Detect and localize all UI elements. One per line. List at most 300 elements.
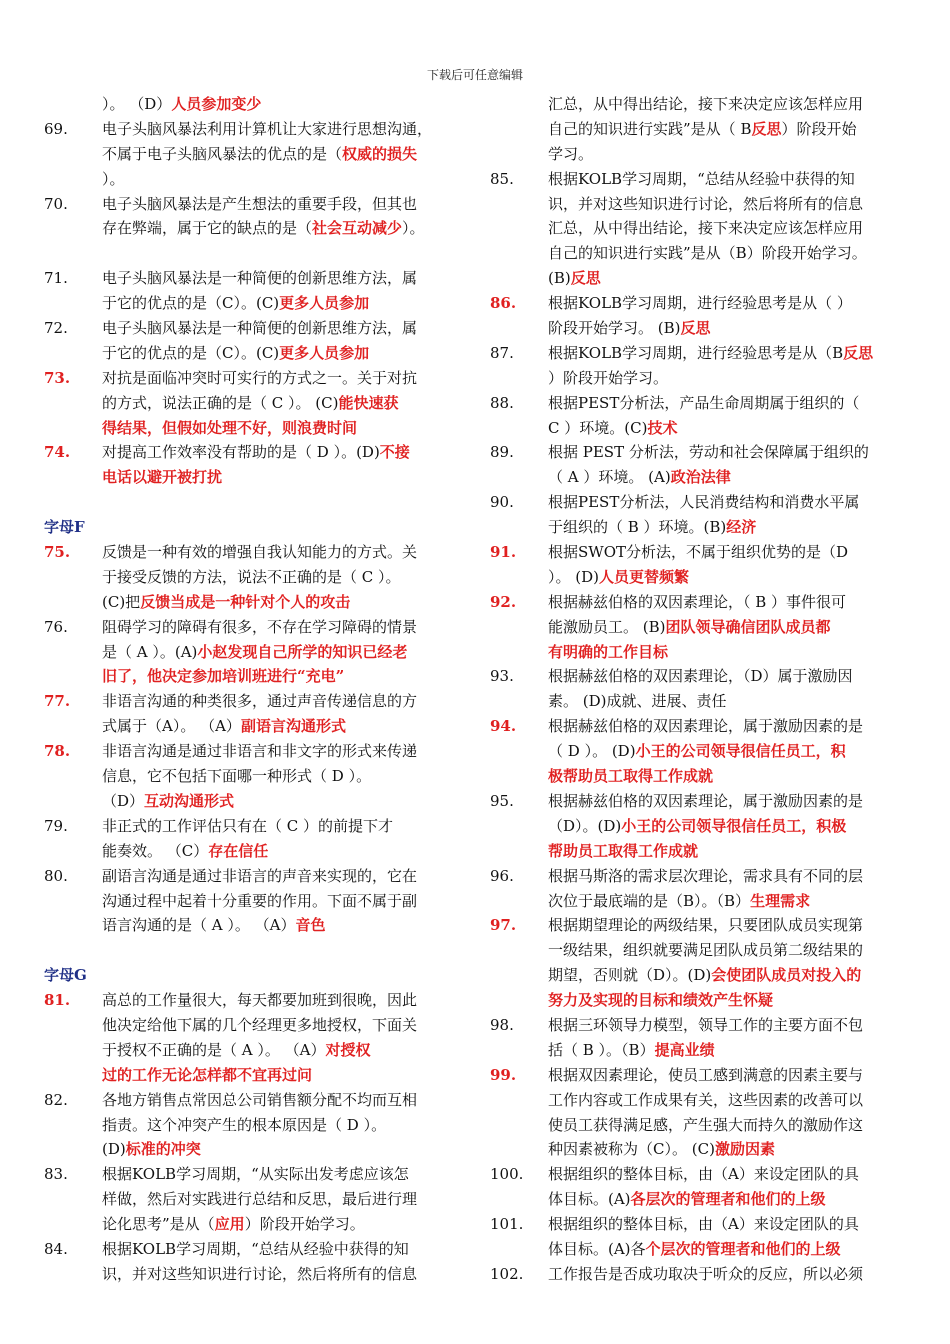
body-text: 根据SWOT分析法，不属于组织优势的是（D — [548, 543, 849, 562]
question-text — [102, 664, 344, 689]
body-text: 于它的优点的是（C）。(C) — [102, 294, 280, 313]
question-text — [548, 92, 863, 117]
text-line — [490, 117, 910, 142]
question-text — [548, 1038, 715, 1063]
question-number: 97. — [490, 916, 517, 935]
text-line — [490, 167, 910, 192]
body-text: 根据组织的整体目标，由（A）来设定团队的具 — [548, 1215, 859, 1234]
text-line — [490, 490, 910, 515]
text-line — [44, 664, 464, 689]
question-text — [548, 789, 863, 814]
answer-text: 得结果，但假如处理不好，则浪费时间 — [102, 418, 358, 437]
text-line — [44, 117, 464, 142]
question-text — [548, 167, 855, 192]
text-line — [490, 988, 910, 1013]
text-line — [490, 1137, 910, 1162]
question-text — [548, 266, 601, 291]
body-text: C ）环境。(C) — [548, 418, 648, 437]
text-line — [44, 789, 464, 814]
question-text — [102, 1237, 409, 1262]
answer-text: 不接 — [379, 443, 410, 462]
question-text — [548, 988, 773, 1013]
left-column — [44, 92, 464, 1287]
text-line — [490, 864, 910, 889]
body-text: 学习。 — [548, 144, 594, 163]
body-text: 根据KOLB学习周期，进行经验思考是从（B — [548, 343, 844, 362]
text-line — [44, 615, 464, 640]
text-line — [44, 689, 464, 714]
question-text — [102, 764, 371, 789]
body-text: 他决定给他下属的几个经理更多地授权，下面关 — [102, 1015, 418, 1034]
body-text: 存在弊端，属于它的缺点的是（ — [102, 219, 313, 238]
answer-text: 小赵发现自己所学的知识已经老 — [197, 642, 408, 661]
question-text — [102, 864, 417, 889]
question-text — [102, 640, 407, 665]
question-number: 93. — [490, 667, 514, 686]
body-text: 种因素被称为（C）。 (C) — [548, 1140, 715, 1159]
question-number: 70. — [44, 194, 68, 213]
text-line — [44, 938, 464, 963]
text-line — [44, 814, 464, 839]
question-text — [548, 913, 863, 938]
text-line — [44, 291, 464, 316]
text-line — [490, 192, 910, 217]
body-text: 根据双因素理论，使员工感到满意的因素主要与 — [548, 1065, 864, 1084]
question-text — [102, 341, 369, 366]
text-line — [490, 440, 910, 465]
text-line — [44, 714, 464, 739]
question-text — [102, 1038, 371, 1063]
body-text: 样做，然后对实践进行总结和反思，最后进行理 — [102, 1190, 418, 1209]
question-number: 77. — [44, 692, 71, 711]
question-number: 102. — [490, 1264, 524, 1283]
body-text: （D） — [102, 791, 145, 810]
answer-text: 有明确的工作目标 — [548, 642, 669, 661]
answer-text: 政治法律 — [670, 468, 731, 487]
question-text — [548, 416, 677, 441]
question-number: 87. — [490, 343, 514, 362]
body-text: 阻碍学习的障碍有很多，不存在学习障碍的情景 — [102, 617, 418, 636]
body-text: 对提高工作效率没有帮助的是（ D ）。(D) — [102, 443, 380, 462]
answer-text: 电话以避开被打扰 — [102, 468, 223, 487]
text-line — [44, 391, 464, 416]
body-text: 根据KOLB学习周期，“从实际出发考虑应该怎 — [102, 1165, 409, 1184]
body-text: 于它的优点的是（C）。(C) — [102, 343, 280, 362]
text-line — [490, 391, 910, 416]
question-text — [102, 565, 401, 590]
question-text — [102, 1262, 417, 1287]
body-text: 于接受反馈的方法，说法不正确的是（ C ）。 — [102, 567, 401, 586]
body-text: 非语言沟通的种类很多，通过声音传递信息的方 — [102, 692, 418, 711]
question-text — [548, 142, 593, 167]
text-line — [44, 1038, 464, 1063]
question-text — [548, 515, 756, 540]
text-line — [44, 1237, 464, 1262]
section-heading: 字母G — [44, 966, 87, 985]
question-number: 100. — [490, 1165, 524, 1184]
question-number: 71. — [44, 269, 68, 288]
body-text: 工作报告是否成功取决于听众的反应，所以必须 — [548, 1264, 864, 1283]
text-line — [490, 565, 910, 590]
text-line — [490, 1212, 910, 1237]
page-header: 下载后可任意编辑 — [426, 68, 523, 82]
question-text — [548, 764, 713, 789]
text-line — [44, 241, 464, 266]
text-line — [490, 590, 910, 615]
question-text — [548, 440, 869, 465]
text-line — [44, 1187, 464, 1212]
text-line — [44, 1212, 464, 1237]
question-text — [548, 241, 867, 266]
question-text — [102, 814, 393, 839]
text-line — [490, 714, 910, 739]
body-text: （D）。(D) — [548, 816, 622, 835]
question-text — [548, 963, 861, 988]
body-text: 根据KOLB学习周期，“总结从经验中获得的知 — [548, 169, 855, 188]
answer-text: 反思 — [680, 319, 711, 338]
text-line — [44, 988, 464, 1013]
body-text: 沟通过程中起着十分重要的作用。下面不属于副 — [102, 891, 418, 910]
answer-text: 提高业绩 — [654, 1040, 715, 1059]
body-text: 是（ A ）。(A) — [102, 642, 198, 661]
text-line — [490, 1237, 910, 1262]
text-line — [490, 241, 910, 266]
body-text: 根据PEST分析法，产品生命周期属于组织的（ — [548, 393, 860, 412]
answer-text: 帮助员工取得工作成就 — [548, 841, 699, 860]
text-line — [44, 913, 464, 938]
body-text: 根据马斯洛的需求层次理论，需求具有不同的层 — [548, 866, 864, 885]
question-text — [548, 291, 852, 316]
text-line — [490, 1038, 910, 1063]
body-text: 期望，否则就（D）。(D) — [548, 966, 712, 985]
answer-text: 极帮助员工取得工作成就 — [548, 767, 714, 786]
question-text — [102, 1212, 365, 1237]
body-text: 信息，它不包括下面哪一种形式（ D ）。 — [102, 767, 372, 786]
answer-text: 标准的冲突 — [125, 1140, 201, 1159]
body-text: 阶段开始学习。 (B) — [548, 319, 681, 338]
question-text — [548, 1162, 859, 1187]
question-text — [548, 739, 846, 764]
body-text: 汇总，从中得出结论，接下来决定应该怎样应用 — [548, 95, 864, 113]
question-text — [102, 117, 432, 142]
answer-text: 反思 — [570, 269, 601, 288]
question-number: 101. — [490, 1215, 524, 1234]
question-text — [548, 938, 863, 963]
body-text: 根据赫兹伯格的双因素理论，属于激励因素的是 — [548, 717, 864, 736]
body-text: 指责。这个冲突产生的根本原因是（ D ）。 — [102, 1115, 387, 1134]
answer-text: 技术 — [647, 418, 678, 437]
text-line — [490, 814, 910, 839]
body-text: 论化思考”是从（ — [102, 1215, 215, 1234]
body-text: 根据 PEST 分析法，劳动和社会保障属于组织的 — [548, 443, 869, 462]
body-text: 高总的工作量很大，每天都要加班到很晚，因此 — [102, 991, 418, 1010]
question-number: 98. — [490, 1015, 514, 1034]
text-line — [44, 764, 464, 789]
body-text: 对抗是面临冲突时可实行的方式之一。关于对抗 — [102, 368, 418, 387]
text-line — [490, 1187, 910, 1212]
question-text — [102, 1013, 417, 1038]
question-number: 91. — [490, 543, 517, 562]
question-text — [102, 913, 326, 938]
question-text — [102, 1088, 417, 1113]
question-number: 69. — [44, 119, 68, 138]
text-line — [44, 266, 464, 291]
question-text — [548, 615, 831, 640]
question-text — [102, 689, 417, 714]
answer-text: 副语言沟通形式 — [240, 717, 346, 736]
body-text: (B) — [548, 269, 571, 288]
body-text: 不属于电子头脑风暴法的优点的是（ — [102, 144, 343, 163]
question-text — [548, 366, 668, 391]
answer-text: 旧了，他决定参加培训班进行“充电” — [102, 667, 345, 686]
answer-text: 过的工作无论怎样都不宜再过问 — [102, 1065, 313, 1084]
text-line — [44, 1162, 464, 1187]
text-line — [44, 1013, 464, 1038]
section-heading: 字母F — [44, 518, 85, 537]
text-line — [490, 889, 910, 914]
text-line — [490, 913, 910, 938]
text-line — [44, 341, 464, 366]
question-number: 96. — [490, 866, 514, 885]
body-text: 工作内容或工作成果有关，这些因素的改善可以 — [548, 1090, 864, 1109]
body-text: 反馈是一种有效的增强自我认知能力的方式。关 — [102, 543, 418, 562]
body-text: 非正式的工作评估只有在（ C ）的前提下才 — [102, 816, 394, 835]
question-number: 79. — [44, 816, 68, 835]
body-text: ）。 (D) — [548, 567, 599, 586]
body-text: 能激励员工。 (B) — [548, 617, 666, 636]
question-text — [102, 92, 261, 117]
question-text — [102, 316, 417, 341]
text-line — [490, 1088, 910, 1113]
body-text: 电子头脑风暴法是一种简便的创新思维方法，属 — [102, 269, 418, 288]
answer-text: 会使团队成员对投入的 — [711, 966, 862, 985]
text-line — [44, 1063, 464, 1088]
text-line — [44, 192, 464, 217]
answer-text: 人员参加变少 — [171, 95, 262, 113]
text-line — [490, 266, 910, 291]
text-line — [490, 938, 910, 963]
text-line — [490, 515, 910, 540]
text-line — [44, 92, 464, 117]
text-line — [44, 963, 464, 988]
body-text: 根据赫兹伯格的双因素理论，（ B ）事件很可 — [548, 592, 847, 611]
text-line — [44, 316, 464, 341]
body-text: ）。 — [102, 169, 125, 188]
body-text: ）。 — [102, 95, 125, 113]
answer-text: 各层次的管理者和他们的上级 — [630, 1190, 826, 1209]
question-text — [102, 1137, 201, 1162]
answer-text: 能快速获 — [338, 393, 399, 412]
question-text — [548, 117, 857, 142]
text-line — [44, 739, 464, 764]
question-text — [548, 1212, 859, 1237]
question-text — [548, 1187, 826, 1212]
text-line — [44, 1137, 464, 1162]
text-line — [490, 1013, 910, 1038]
question-text — [102, 1162, 409, 1187]
question-text — [548, 565, 689, 590]
body-text: ）阶段开始学习。 — [548, 368, 669, 387]
text-line — [490, 341, 910, 366]
body-text: ）阶段开始 — [781, 119, 857, 138]
body-text: 次位于最底端的是（B）。（B） — [548, 891, 751, 910]
answer-text: 应用 — [214, 1215, 245, 1234]
body-text: ）阶段开始学习。 — [244, 1215, 365, 1234]
body-text: 电子头脑风暴法是一种简便的创新思维方法，属 — [102, 319, 418, 338]
text-line — [490, 1262, 910, 1287]
answer-text: 反思 — [843, 343, 874, 362]
question-text — [102, 465, 222, 490]
text-line — [490, 540, 910, 565]
text-line — [490, 963, 910, 988]
question-number: 81. — [44, 991, 71, 1010]
answer-text: 生理需求 — [750, 891, 811, 910]
question-text — [548, 1013, 863, 1038]
question-text — [102, 266, 417, 291]
body-text: 使员工获得满足感，产生强大而持久的激励作这 — [548, 1115, 864, 1134]
question-number: 82. — [44, 1090, 68, 1109]
body-text: 素。 (D)成就、进展、责任 — [548, 692, 727, 711]
question-number: 83. — [44, 1165, 68, 1184]
question-text — [102, 192, 417, 217]
text-line — [490, 739, 910, 764]
question-text — [548, 1088, 863, 1113]
text-line — [44, 142, 464, 167]
question-text — [102, 889, 417, 914]
body-text: 根据KOLB学习周期，进行经验思考是从（ ） — [548, 294, 852, 313]
body-text: 于组织的（ B ）环境。(B) — [548, 518, 727, 537]
question-text — [548, 391, 859, 416]
answer-text: 小王的公司领导很信任员工，积 — [635, 742, 846, 761]
question-text — [548, 664, 853, 689]
text-line — [490, 416, 910, 441]
text-line — [44, 1113, 464, 1138]
answer-text: 经济 — [726, 518, 757, 537]
body-text: 能奏效。 （C） — [102, 841, 209, 860]
answer-text: 反思 — [751, 119, 782, 138]
answer-text: 互动沟通形式 — [144, 791, 235, 810]
text-line — [490, 1162, 910, 1187]
text-line — [44, 216, 464, 241]
question-text — [548, 540, 848, 565]
body-text: 括（ B ）。（B） — [548, 1040, 655, 1059]
question-text — [548, 590, 846, 615]
text-line — [44, 1088, 464, 1113]
question-text — [548, 714, 863, 739]
question-number: 92. — [490, 592, 517, 611]
text-line — [490, 615, 910, 640]
body-text: 一级结果，组织就要满足团队成员第二级结果的 — [548, 941, 864, 960]
text-line — [44, 167, 464, 192]
body-text: 识，并对这些知识进行讨论，然后将所有的信息 — [102, 1264, 418, 1283]
question-text — [102, 789, 234, 814]
question-number: 88. — [490, 393, 514, 412]
text-line — [490, 839, 910, 864]
body-text: 汇总，从中得出结论，接下来决定应该怎样应用 — [548, 219, 864, 238]
question-text — [102, 1063, 312, 1088]
body-text: 根据赫兹伯格的双因素理论，属于激励因素的是 — [548, 791, 864, 810]
body-text: 根据KOLB学习周期，“总结从经验中获得的知 — [102, 1239, 409, 1258]
text-line — [44, 440, 464, 465]
body-text: 于授权不正确的是（ A ）。 （A） — [102, 1040, 326, 1059]
answer-text: 更多人员参加 — [279, 343, 370, 362]
question-text — [102, 291, 369, 316]
question-text — [102, 988, 417, 1013]
question-number: 90. — [490, 493, 514, 512]
text-line — [490, 764, 910, 789]
body-text: 体目标。(A) — [548, 1190, 631, 1209]
body-text: 的方式，说法正确的是（ C ）。 (C) — [102, 393, 339, 412]
question-number: 94. — [490, 717, 517, 736]
question-text — [548, 316, 711, 341]
text-line — [44, 416, 464, 441]
body-text: ）。 — [402, 219, 425, 238]
text-line — [44, 515, 464, 540]
question-text — [548, 216, 863, 241]
text-line — [490, 291, 910, 316]
text-line — [490, 465, 910, 490]
question-text — [548, 889, 810, 914]
body-text: 根据组织的整体目标，由（A）来设定团队的具 — [548, 1165, 859, 1184]
text-line — [44, 490, 464, 515]
question-text — [102, 167, 125, 192]
body-text: (D) — [102, 1140, 126, 1159]
body-text: （ D ）。 (D) — [548, 742, 636, 761]
body-text: 根据三环领导力模型，领导工作的主要方面不包 — [548, 1015, 864, 1034]
question-text — [102, 739, 417, 764]
question-text — [548, 814, 846, 839]
question-number: 74. — [44, 443, 71, 462]
text-line — [44, 889, 464, 914]
body-text: 自己的知识进行实践”是从（B）阶段开始学习。 — [548, 244, 867, 263]
answer-text: 社会互动减少 — [312, 219, 403, 238]
question-number: 99. — [490, 1065, 517, 1084]
question-text — [548, 640, 668, 665]
body-text: 根据期望理论的两级结果，只要团队成员实现第 — [548, 916, 864, 935]
text-line — [44, 839, 464, 864]
question-text — [548, 689, 727, 714]
answer-text: 更多人员参加 — [279, 294, 370, 313]
question-number: 73. — [44, 368, 71, 387]
answer-text: 反馈当成是一种针对个人的攻击 — [140, 592, 351, 611]
question-text — [548, 341, 873, 366]
answer-text: 对授权 — [325, 1040, 371, 1059]
answer-text: 小王的公司领导很信任员工，积极 — [621, 816, 847, 835]
body-text: 识，并对这些知识进行讨论，然后将所有的信息 — [548, 194, 864, 213]
question-text — [102, 714, 346, 739]
answer-text: 努力及实现的目标和绩效产生怀疑 — [548, 991, 774, 1010]
question-number: 76. — [44, 617, 68, 636]
question-text — [548, 1063, 863, 1088]
body-text: 自己的知识进行实践”是从（ B — [548, 119, 752, 138]
body-text: 电子头脑风暴法是产生想法的重要手段，但其也 — [102, 194, 418, 213]
question-text — [548, 1262, 863, 1287]
body-text: 副语言沟通是通过非语言的声音来实现的，它在 — [102, 866, 418, 885]
body-text: （ A ）环境。 (A) — [548, 468, 671, 487]
question-number: 86. — [490, 294, 517, 313]
text-line — [490, 316, 910, 341]
question-text — [102, 839, 268, 864]
text-line — [44, 540, 464, 565]
question-number: 85. — [490, 169, 514, 188]
question-text — [548, 465, 731, 490]
question-text — [102, 1187, 417, 1212]
question-text — [102, 142, 417, 167]
body-text: 根据赫兹伯格的双因素理论，（D）属于激励因 — [548, 667, 853, 686]
answer-text: 激励因素 — [714, 1140, 775, 1159]
question-text — [102, 391, 398, 416]
body-text: 式属于（A）。 （A） — [102, 717, 241, 736]
